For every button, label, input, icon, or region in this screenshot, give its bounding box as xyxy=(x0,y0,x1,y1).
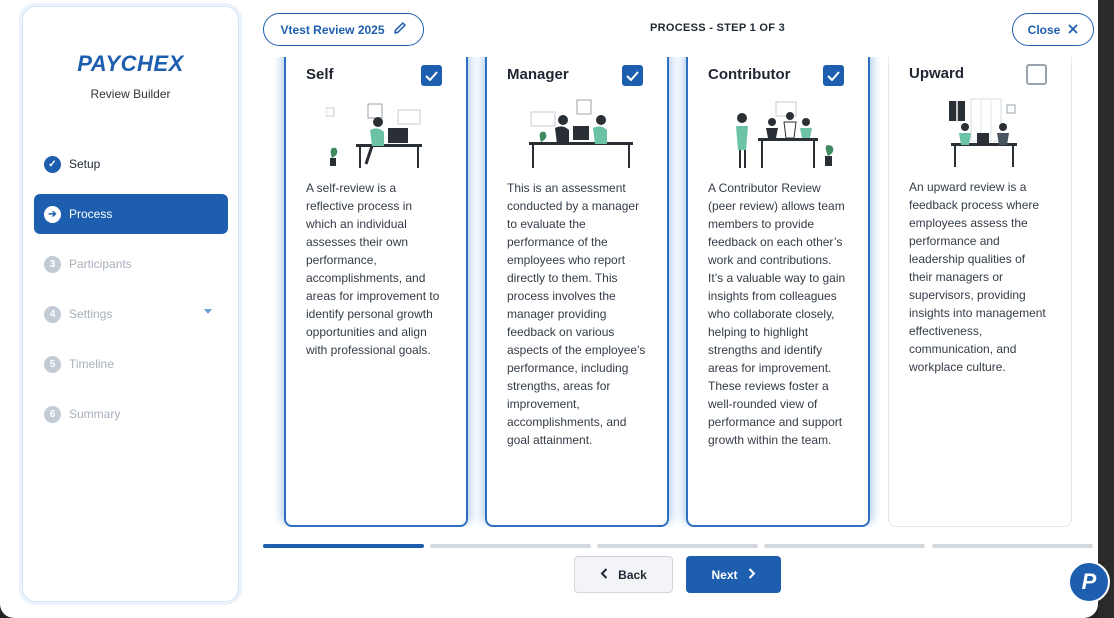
review-card-upward[interactable] xyxy=(888,57,1072,527)
review-card-manager[interactable] xyxy=(485,57,669,527)
chevron-left-icon xyxy=(600,568,608,582)
chevron-down-icon[interactable] xyxy=(204,309,212,314)
close-button[interactable] xyxy=(1012,13,1094,46)
back-label: Back xyxy=(618,567,647,582)
chevron-right-icon xyxy=(748,568,756,582)
step-number: 6 xyxy=(44,406,61,423)
card-title: Manager xyxy=(507,66,569,83)
card-description: A self-review is a reflective process in which an individual assesses their own performance, accomplishments, and areas for improvement to identify personal growth opportunities and align with professional goals. xyxy=(306,181,440,357)
paychex-logo: PAYCHEX xyxy=(77,51,184,76)
manager-review-illustration xyxy=(527,98,637,170)
sidebar-step-settings[interactable] xyxy=(34,294,228,334)
card-description: A Contributor Review (peer review) allows team members to provide feedback on each other’s work and contributions. It’s a valuable way to gain insights from colleagues who collaborate closely, helping to highlight strengths and identify areas for improvement. These reviews foster a well-rounded view of performance and support growth within the team. xyxy=(708,181,846,447)
card-title: Self xyxy=(306,66,334,83)
paychex-assistant-icon[interactable]: P xyxy=(1068,561,1110,603)
card-description: This is an assessment conducted by a manager to evaluate the performance of the employees who report directly to them. This process involves the manager providing feedback on various aspects of the employee's performance, including strengths, areas for improvement, accomplishments, and goal attainment. xyxy=(507,181,646,447)
step-number: 5 xyxy=(44,356,61,373)
page-title: PROCESS - STEP 1 OF 3 xyxy=(649,22,786,34)
review-card-self[interactable] xyxy=(284,57,468,527)
checkbox-unchecked[interactable] xyxy=(1026,64,1047,85)
sidebar-step-timeline[interactable] xyxy=(34,344,228,384)
checkbox-checked[interactable] xyxy=(823,65,844,86)
review-name: Vtest Review 2025 xyxy=(280,22,385,37)
progress-segment xyxy=(932,544,1093,548)
check-circle-icon: ✓ xyxy=(44,156,61,173)
sidebar-step-process[interactable] xyxy=(34,194,228,234)
close-label: Close xyxy=(1027,22,1061,37)
app-subtitle: Review Builder xyxy=(90,87,171,101)
progress-segment xyxy=(764,544,925,548)
progress-segment xyxy=(263,544,424,548)
step-label: Summary xyxy=(69,407,121,421)
step-label: Timeline xyxy=(69,357,114,371)
checkbox-checked[interactable] xyxy=(421,65,442,86)
progress-segment xyxy=(430,544,591,548)
pencil-icon xyxy=(393,21,407,38)
step-label: Settings xyxy=(69,307,113,321)
step-number: 3 xyxy=(44,256,61,273)
step-label: Participants xyxy=(69,257,132,271)
sidebar-step-summary[interactable] xyxy=(34,394,228,434)
review-name-button[interactable] xyxy=(263,13,424,46)
step-label: Process xyxy=(69,207,113,221)
sidebar xyxy=(22,6,239,602)
next-label: Next xyxy=(711,567,738,582)
review-card-contributor[interactable] xyxy=(686,57,870,527)
sidebar-step-participants[interactable] xyxy=(34,244,228,284)
contributor-review-illustration xyxy=(728,98,838,170)
next-button[interactable] xyxy=(686,556,781,593)
close-icon xyxy=(1068,23,1078,37)
self-review-illustration xyxy=(326,98,436,170)
checkbox-checked[interactable] xyxy=(622,65,643,86)
upward-review-illustration xyxy=(929,97,1039,169)
window-scrollbar xyxy=(1098,0,1114,618)
card-description: An upward review is a feedback process where employees assess the performance and leadership qualities of their managers or supervisors, providing insights into management effectiveness, communication, and workplace culture. xyxy=(909,180,1046,374)
sidebar-step-setup[interactable] xyxy=(34,144,228,184)
back-button[interactable] xyxy=(574,556,673,593)
review-type-cards xyxy=(263,57,1098,527)
progress-segment xyxy=(597,544,758,548)
arrow-circle-icon: ➔ xyxy=(44,206,61,223)
step-number: 4 xyxy=(44,306,61,323)
step-label: Setup xyxy=(69,157,101,171)
step-progress xyxy=(263,544,1093,548)
card-title: Contributor xyxy=(708,66,791,83)
card-title: Upward xyxy=(909,65,965,82)
step-list xyxy=(34,144,228,444)
